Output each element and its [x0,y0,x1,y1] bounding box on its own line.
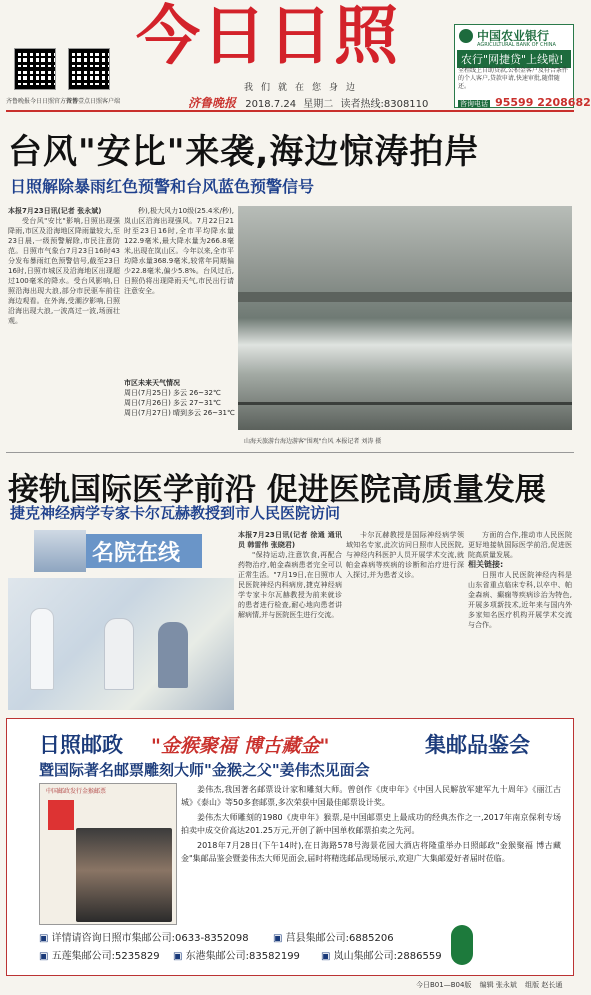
golden-monkey-stamp [39,783,177,925]
hospital-building-image [34,530,86,572]
phone-icon: ▣ [273,933,283,944]
story1-headline[interactable]: 台风"安比"来袭,海边惊涛拍岸 [8,132,480,172]
contact-wulian-label: 五莲集邮公司: [51,951,116,962]
weather-day-3: 周日(7月27日) 晴到多云 26~31℃ [124,409,235,417]
ad-slogan: "金猴聚福 博古藏金" [151,735,330,757]
qr-code-weibo[interactable] [14,48,56,90]
hotline-number: 8308110 [383,99,429,110]
stamp-caption: 中国邮政发行金猴邮票 [46,788,107,795]
story2-headline[interactable]: 接轨国际医学前沿 促进医院高质量发展 [8,472,546,508]
weather-day-2: 周日(7月26日) 多云 27~31℃ [124,399,221,407]
story2-text-1: "保持运动,注意饮食,再配合药物治疗,帕金森病患者完全可以正常生活。"7月19日,在日照市人民医院神经内科病房,捷克神经病学专家卡尔瓦赫教授为前来就诊的患者进行检查,耐心地向患者讲解病情,并与医院医生进行交流。 [238,551,342,619]
qr-app-caption: 齐鲁壹点日照客户端 [66,98,121,105]
slogan: 我们就在您身边 [244,83,364,93]
bank-phone-label: 咨询电话 [460,100,488,108]
qr-code-app[interactable] [68,48,110,90]
story2-column-1 [238,530,342,710]
footer-layout: 组版 赵长通 [525,981,563,989]
bank-desc: 全程线上自助贷款,公积金客户及符合条件的个人客户,贷款申请,快速审批,随借随还。 [458,67,568,90]
story1-text-2: 秒),极大风力10级(25.4米/秒),岚山区沿海出现强风。7月22日21时至23日16时,全市平均降水量122.9毫米,最大降水量为266.8毫米,出现在岚山区。今年以来,全市平均降水量368.9毫米,较常年同期偏少22.8毫米,偏少5.8%。台风过后,日照仍将出现降雨天气,市民出行请注意安全。 [124,207,234,295]
bank-phone-row [458,91,591,110]
column-banner: 名院在线 [86,534,202,568]
monkey-stamp-icon [48,800,74,830]
bank-name: 中国农业银行 [477,29,550,43]
bank-ad[interactable] [454,24,591,109]
weather-day-1: 周日(7月25日) 多云 26~32℃ [124,389,221,397]
contact-wulian [39,947,160,962]
contact-juxian-value: 6885206 [349,933,394,944]
patient-figure [158,622,188,688]
contact-lanshan [321,947,442,962]
clinic-photo[interactable] [8,578,234,710]
postal-logo-icon [451,925,473,965]
typhoon-photo[interactable] [238,206,572,430]
qr-weibo-caption: 齐鲁晚报今日日照官方微博 [6,98,79,105]
story1-column-2 [124,206,234,366]
story2-text-2: 卡尔瓦赫教授是国际神经病学领域知名专家,此次访问日照市人民医院,与神经内科医护人员开展学术交流,就帕金森病等疾病的诊断和治疗进行深入探讨,并为患者义诊。 [346,531,464,579]
bank-promo: 农行"网捷贷"上线啦! [457,50,571,68]
contact-rizhao [39,929,249,944]
contact-juxian-label: 莒县集邮公司: [285,933,350,944]
ad-paragraph-3: 2018年7月28日(下午14时),在日海路578号海景花园大酒店将隆重举办日照邮政"金猴聚福 博古藏金"集邮品鉴会暨姜伟杰大师见面会,届时将精选邮品现场展示,欢迎广大集邮爱好者届时莅临。 [181,841,561,863]
railing [238,402,572,405]
story1-text-1: 受台风"安比"影响,日照出现强降雨,市区及沿海地区降雨量较大,至23日晨,一级预警解除,市民注意防范。日照市气象台7月23日16时43分发布暴雨红色预警信号,截至23日16时,日照市城区及沿海地区出现超过100毫米的降水。受台风影响,日照沿海出现大浪,部分市民驱车前往海边观看。在外海,受潮汐影响,日照沿海出现大浪,一波高过一波,场面壮观。 [8,217,120,325]
newspaper-title: 今日日照 [136,0,400,74]
hotline-label: 读者热线: [340,99,384,110]
bank-name-en: AGRICULTURAL BANK OF CHINA [477,42,556,48]
story2-column-3 [468,530,572,710]
related-link-text: 日照市人民医院神经内科是山东省重点临床专科,以卒中、帕金森病、癫痫等疾病诊治为特色,开展多项新技术,近年来与国内外多家知名医疗机构开展学术交流与合作。 [468,571,572,629]
ad-body [181,783,561,867]
story1-column-1 [8,206,120,424]
artist-portrait [76,828,172,922]
ad-paragraph-2: 姜伟杰大师雕刻的1980《庚申年》猴票,是中国邮票史上最成功的经典杰作之一,2017年南京保利专场拍卖中成交价高达201.25万元,开创了新中国单枚邮票拍卖之先河。 [181,813,561,835]
contact-lanshan-value: 2886559 [397,951,442,962]
stamp-appreciation-ad[interactable] [6,718,574,976]
story1-subhead: 日照解除暴雨红色预警和台风蓝色预警信号 [10,177,315,196]
professor-figure [104,618,134,690]
bank-logo-icon [459,29,473,43]
masthead [0,0,591,110]
story2-byline: 本报7月23日讯(记者 徐通 通讯员 韩雷伟 张晓君) [238,531,342,549]
phone-icon: ▣ [173,951,183,962]
contact-donggang-label: 东港集邮公司: [185,951,250,962]
story2-column-2 [346,530,464,710]
story1-byline: 本报7月23日讯(记者 张永斌) [8,207,102,215]
page-footer [416,980,562,990]
ad-subtitle: 暨国际著名邮票雕刻大师"金猴之父"姜伟杰见面会 [39,761,370,779]
story1-divider [6,452,574,453]
weather-box [124,378,236,418]
contact-rizhao-label: 详情请咨询日照市集邮公司: [51,933,176,944]
issue-info [188,94,428,111]
footer-editor: 编辑 张永斌 [479,981,517,989]
footer-pages: 今日B01—B04版 [416,981,472,989]
bank-phone: 95599 2208682 [495,96,591,109]
masthead-divider [6,110,574,112]
seawall [238,292,572,302]
phone-icon: ▣ [39,933,49,944]
contact-juxian [273,929,394,944]
weather-title: 市区未来天气情况 [124,379,180,387]
phone-icon: ▣ [321,951,331,962]
contact-donggang [173,947,300,962]
contact-donggang-value: 83582199 [249,951,300,962]
brand-name: 济鲁晚报 [188,96,237,110]
doctor-figure [30,608,54,690]
story2-subhead: 捷克神经病学专家卡尔瓦赫教授到市人民医院访问 [10,504,341,522]
ad-head-left: 日照邮政 [39,733,123,757]
contact-wulian-value: 5235829 [115,951,160,962]
issue-weekday: 星期二 [303,99,334,110]
contact-lanshan-label: 岚山集邮公司: [333,951,398,962]
story2-text-3: 方面的合作,推动市人民医院更好地接轨国际医学前沿,促进医院高质量发展。 [468,531,572,559]
ad-paragraph-1: 姜伟杰,我国著名邮票设计家和雕刻大师。曾创作《庚申年》《中国人民解放军建军九十周年》《丽江古城》《泰山》等50多套邮票,多次荣获中国最佳邮票设计奖。 [181,785,561,807]
photo-caption: 山海天旅游台海边游客"围观"台风 本报记者 刘涛 摄 [244,438,382,445]
issue-date: 2018.7.24 [245,99,297,110]
phone-icon: ▣ [39,951,49,962]
contact-rizhao-value: 0633-8352098 [175,933,249,944]
related-link-title: 相关链接: [468,560,504,569]
ad-head-right: 集邮品鉴会 [425,733,530,757]
